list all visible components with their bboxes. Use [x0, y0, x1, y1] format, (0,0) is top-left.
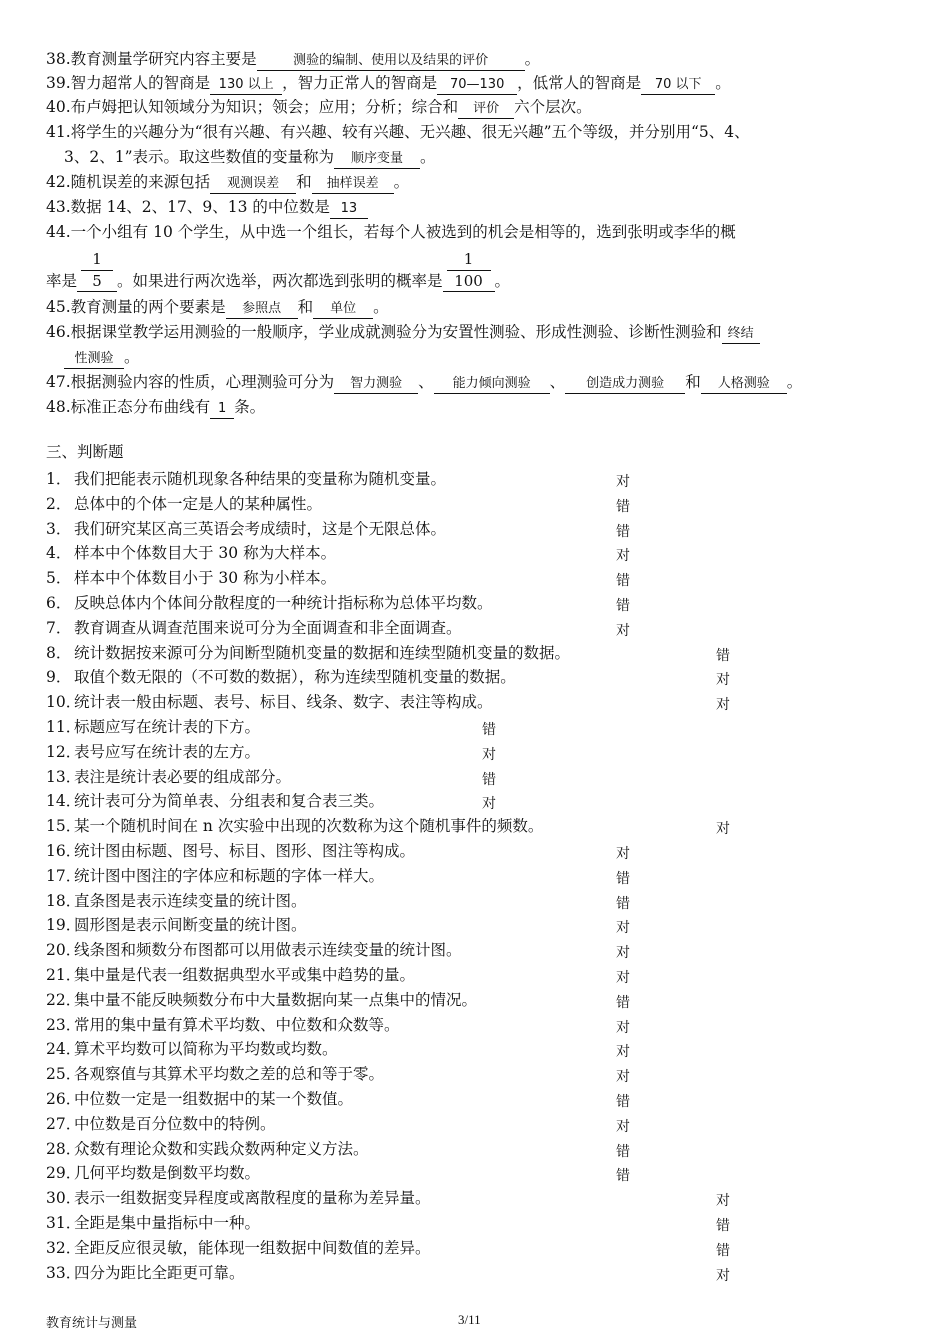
answer-blank: 抽样误差	[312, 175, 394, 194]
answer-blank: 13	[330, 200, 368, 219]
item-text: 表注是统计表必要的组成部分。	[74, 767, 292, 786]
answer-mark: 错	[616, 598, 630, 614]
answer-mark: 错	[616, 523, 630, 540]
answer-mark: 对	[616, 1069, 630, 1086]
question-text: 、	[549, 373, 566, 391]
judgment-item	[46, 542, 926, 566]
judgment-item	[46, 790, 926, 814]
question-44-line2	[46, 250, 511, 292]
judgment-item	[46, 964, 926, 988]
question-text: 39.智力超常人的智商是	[46, 74, 211, 92]
question-text: 48.标准正态分布曲线有	[46, 398, 211, 416]
item-number: 6．	[46, 594, 72, 612]
judgment-item	[46, 1088, 926, 1112]
question-text: 。	[715, 74, 731, 92]
answer-mark: 错	[616, 994, 630, 1011]
item-text: 教育调查从调查范围来说可分为全面调查和非全面调查。	[74, 618, 462, 637]
footer-title: 教育统计与测量	[46, 1316, 138, 1331]
question-text: 。	[420, 148, 436, 166]
answer-mark: 对	[616, 846, 630, 862]
question-43	[46, 196, 368, 219]
answer-mark: 错	[716, 1242, 730, 1259]
item-number: 26．	[46, 1090, 82, 1108]
item-text: 中位数一定是一组数据中的某一个数值。	[74, 1090, 354, 1108]
judgment-item	[46, 939, 926, 963]
answer-mark: 对	[716, 697, 730, 714]
answer-blank: 观测误差	[210, 175, 296, 194]
question-text: 44.一个小组有 10 个学生，从中选一个组长，若每个人被选到的机会是相等的，选到张明或李华的概	[46, 223, 736, 241]
item-number: 16．	[46, 842, 82, 860]
judgment-item	[46, 1038, 926, 1062]
answer-mark: 对	[482, 796, 496, 813]
item-text: 表示一组数据变异程度或离散程度的量称为差异量。	[74, 1189, 431, 1208]
item-text: 统计图由标题、图号、标目、图形、图注等构成。	[74, 842, 416, 860]
item-number: 30．	[46, 1189, 82, 1208]
question-39	[46, 72, 731, 95]
judgment-item	[46, 666, 926, 690]
judgment-item	[46, 642, 926, 666]
judgment-item	[46, 1212, 926, 1236]
answer-mark: 错	[616, 1094, 630, 1110]
item-number: 17．	[46, 866, 82, 885]
judgment-item	[46, 815, 926, 839]
question-text: 42.随机误差的来源包括	[46, 173, 211, 191]
answer-mark: 错	[482, 771, 496, 788]
answer-blank: 测验的编制、使用以及结果的评价	[257, 52, 525, 71]
item-text: 统计图中图注的字体应和标题的字体一样大。	[74, 866, 385, 885]
answer-blank: 终结	[722, 325, 760, 344]
judgment-item	[46, 989, 926, 1013]
question-text: 40.布卢姆把认知领域分为知识；领会；应用；分析；综合和	[46, 98, 459, 116]
item-number: 7．	[46, 618, 72, 637]
judgment-item	[46, 518, 926, 542]
answer-mark: 对	[716, 672, 730, 689]
item-number: 19．	[46, 916, 82, 935]
question-text: 38.教育测量学研究内容主要是	[46, 50, 257, 68]
answer-mark: 错	[616, 498, 630, 515]
question-48	[46, 396, 265, 419]
question-38	[46, 48, 540, 71]
judgment-item	[46, 1138, 926, 1162]
judgment-item	[46, 493, 926, 517]
question-44-line1	[46, 221, 736, 243]
question-text: 43.数据 14、2、17、9、13 的中位数是	[46, 198, 330, 216]
item-number: 9．	[46, 668, 72, 687]
item-number: 25．	[46, 1065, 82, 1084]
judgment-item	[46, 1014, 926, 1038]
answer-mark: 对	[616, 1044, 630, 1061]
answer-mark: 错	[716, 1218, 730, 1234]
answer-blank: 130 以上	[210, 76, 282, 95]
judgment-item	[46, 1162, 926, 1186]
answer-blank: 能力倾向测验	[434, 375, 550, 394]
item-number: 23．	[46, 1015, 82, 1034]
judgment-item	[46, 1113, 926, 1137]
question-text: 47.根据测验内容的性质，心理测验可分为	[46, 373, 335, 391]
question-text: ，低常人的智商是	[517, 74, 642, 92]
item-number: 2．	[46, 494, 72, 513]
judgment-item	[46, 691, 926, 715]
item-number: 28．	[46, 1139, 82, 1158]
judgment-item	[46, 1237, 926, 1261]
question-text: 。	[524, 50, 541, 68]
answer-mark: 错	[616, 1143, 630, 1160]
item-text: 样本中个体数目小于 30 称为小样本。	[74, 569, 337, 588]
fraction-answer	[443, 250, 495, 292]
judgment-item	[46, 914, 926, 938]
answer-mark: 错	[482, 722, 496, 738]
question-46-line1	[46, 321, 760, 344]
fraction-numerator: 1	[463, 250, 474, 268]
answer-blank: 性测验	[64, 350, 124, 369]
judgment-item	[46, 741, 926, 765]
item-text: 算术平均数可以简称为平均数或均数。	[74, 1040, 338, 1059]
question-text: 和	[296, 173, 312, 191]
item-number: 33．	[46, 1263, 82, 1282]
answer-mark: 对	[716, 1193, 730, 1210]
item-number: 29．	[46, 1164, 82, 1183]
question-text: 。	[124, 348, 140, 366]
question-text: ，智力正常人的智商是	[282, 74, 438, 92]
question-42	[46, 171, 409, 194]
item-text: 众数有理论众数和实践众数两种定义方法。	[74, 1139, 369, 1158]
item-number: 1．	[46, 470, 72, 488]
item-text: 统计表可分为简单表、分组表和复合表三类。	[74, 792, 385, 811]
item-text: 我们把能表示随机现象各种结果的变量称为随机变量。	[74, 470, 447, 488]
answer-mark: 对	[616, 622, 630, 639]
item-text: 常用的集中量有算术平均数、中位数和众数等。	[74, 1015, 400, 1034]
answer-blank: 智力测验	[334, 375, 418, 394]
judgment-item	[46, 716, 926, 740]
item-text: 集中量是代表一组数据典型水平或集中趋势的量。	[74, 966, 416, 984]
judgment-item	[46, 1187, 926, 1211]
judgment-item	[46, 865, 926, 889]
item-text: 集中量不能反映频数分布中大量数据向某一点集中的情况。	[74, 990, 478, 1009]
answer-mark: 对	[616, 548, 630, 565]
item-text: 标题应写在统计表的下方。	[74, 718, 261, 736]
question-text: 和	[297, 298, 314, 316]
question-40	[46, 96, 592, 119]
question-text: 。如果进行两次选举，两次都选到张明的概率是	[117, 272, 443, 290]
item-text: 全距反应很灵敏，能体现一组数据中间数值的差异。	[74, 1238, 431, 1257]
item-text: 四分为距比全距更可靠。	[74, 1263, 245, 1282]
answer-mark: 错	[616, 895, 630, 912]
question-text: 。	[393, 173, 410, 191]
item-number: 4．	[46, 544, 72, 563]
answer-blank: 70—130	[437, 76, 517, 95]
answer-mark: 错	[616, 573, 630, 590]
answer-blank: 创造成力测验	[565, 375, 685, 394]
answer-mark: 对	[616, 970, 630, 986]
item-text: 全距是集中量指标中一种。	[74, 1214, 261, 1232]
question-text: 3、2、1”表示。取这些数值的变量称为	[64, 148, 335, 166]
judgment-item	[46, 468, 926, 492]
answer-blank: 70 以下	[641, 76, 715, 95]
question-text: 。	[373, 298, 389, 316]
answer-mark: 对	[616, 1118, 630, 1135]
judgment-item	[46, 592, 926, 616]
item-number: 31．	[46, 1214, 82, 1232]
item-number: 11．	[46, 718, 82, 736]
judgment-item	[46, 1262, 926, 1286]
item-text: 线条图和频数分布图都可以用做表示连续变量的统计图。	[74, 941, 462, 960]
judgment-item	[46, 766, 926, 790]
item-text: 统计数据按来源可分为间断型随机变量的数据和连续型随机变量的数据。	[74, 643, 571, 662]
item-number: 8．	[46, 643, 72, 662]
item-text: 取值个数无限的（不可数的数据），称为连续型随机变量的数据。	[74, 668, 516, 687]
item-number: 12．	[46, 742, 82, 761]
item-number: 27．	[46, 1114, 82, 1133]
question-45	[46, 296, 389, 319]
fraction-denominator: 5	[77, 271, 117, 292]
item-number: 21．	[46, 966, 82, 984]
question-text: 率是	[46, 272, 78, 290]
item-text: 直条图是表示连续变量的统计图。	[74, 891, 307, 910]
item-number: 24．	[46, 1040, 82, 1059]
judgment-item	[46, 890, 926, 914]
item-number: 15．	[46, 817, 82, 836]
question-46-line2	[64, 346, 140, 369]
item-number: 3．	[46, 519, 72, 538]
answer-mark: 对	[716, 821, 730, 838]
question-41-line2	[64, 146, 436, 169]
answer-blank: 人格测验	[701, 375, 787, 394]
answer-blank: 1	[210, 400, 234, 419]
question-text: 。	[786, 373, 803, 391]
item-number: 13．	[46, 767, 82, 786]
answer-mark: 错	[616, 1168, 630, 1185]
item-number: 32．	[46, 1238, 82, 1257]
answer-mark: 对	[716, 1267, 730, 1284]
page-number: 3/11	[458, 1312, 481, 1327]
item-number: 22．	[46, 990, 82, 1009]
item-text: 各观察值与其算术平均数之差的总和等于零。	[74, 1065, 385, 1084]
item-text: 统计表一般由标题、表号、标目、线条、数字、表注等构成。	[74, 693, 493, 712]
question-text: 条。	[234, 398, 266, 416]
answer-blank: 参照点	[226, 300, 298, 319]
answer-mark: 对	[616, 945, 630, 962]
question-text: 、	[418, 373, 434, 391]
item-text: 中位数是百分位数中的特例。	[74, 1114, 276, 1133]
answer-blank: 单位	[313, 300, 373, 319]
answer-mark: 对	[616, 474, 630, 490]
answer-mark: 对	[482, 746, 496, 763]
answer-mark: 对	[616, 1019, 630, 1036]
judgment-item	[46, 567, 926, 591]
item-text: 某一个随机时间在 n 次实验中出现的次数称为这个随机事件的频数。	[74, 817, 544, 836]
question-text: 41.将学生的兴趣分为“很有兴趣、有兴趣、较有兴趣、无兴趣、很无兴趣”五个等级，并分别用“5、4、	[46, 123, 750, 141]
item-text: 反映总体内个体间分散程度的一种统计指标称为总体平均数。	[74, 594, 493, 612]
fraction-denominator: 100	[443, 271, 495, 292]
item-text: 几何平均数是倒数平均数。	[74, 1164, 261, 1183]
question-text: 45.教育测量的两个要素是	[46, 298, 226, 316]
judgment-item	[46, 617, 926, 641]
item-text: 样本中个体数目大于 30 称为大样本。	[74, 544, 337, 563]
question-text: 46.根据课堂教学运用测验的一般顺序，学业成就测验分为安置性测验、形成性测验、诊断性测验和	[46, 323, 722, 341]
question-47	[46, 371, 802, 394]
item-number: 10．	[46, 693, 82, 712]
question-text: 六个层次。	[514, 98, 592, 116]
answer-mark: 错	[716, 647, 730, 664]
item-number: 20．	[46, 941, 82, 960]
item-text: 总体中的个体一定是人的某种属性。	[74, 494, 323, 513]
judgment-item	[46, 840, 926, 864]
question-text: 和	[685, 373, 701, 391]
item-number: 18．	[46, 891, 82, 910]
item-number: 5．	[46, 569, 72, 588]
item-number: 14．	[46, 792, 82, 811]
item-text: 我们研究某区高三英语会考成绩时，这是个无限总体。	[74, 519, 447, 538]
question-text: 。	[494, 272, 511, 290]
section-title: 三、判断题	[46, 443, 124, 461]
answer-mark: 对	[616, 920, 630, 937]
fraction-numerator: 1	[92, 250, 102, 268]
answer-blank: 顺序变量	[334, 150, 420, 169]
judgment-item	[46, 1063, 926, 1087]
answer-blank: 评价	[458, 100, 514, 119]
item-text: 圆形图是表示间断变量的统计图。	[74, 916, 307, 935]
answer-mark: 错	[616, 870, 630, 887]
fraction-answer	[77, 250, 117, 292]
question-41-line1	[46, 121, 750, 143]
item-text: 表号应写在统计表的左方。	[74, 742, 261, 761]
